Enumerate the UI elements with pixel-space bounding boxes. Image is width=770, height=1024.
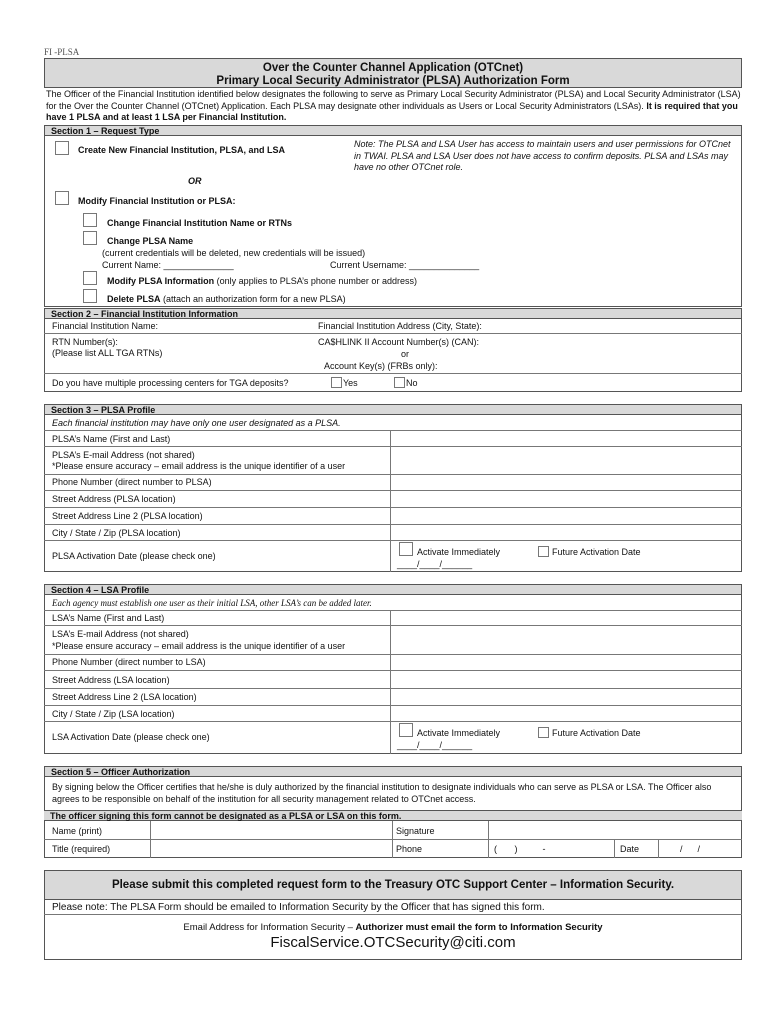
multiple-no-checkbox[interactable] <box>394 377 405 388</box>
delete-plsa-rest: (attach an authorization form for a new PLSA) <box>160 294 346 304</box>
section4-note: Each agency must establish one user as their initial LSA, other LSA’s can be added later. <box>52 598 372 608</box>
plsa-date-field[interactable]: ____/____/______ <box>397 559 473 569</box>
lsa-future-checkbox[interactable] <box>538 727 549 738</box>
change-fi-checkbox[interactable] <box>83 213 97 227</box>
section1-or: OR <box>188 176 202 186</box>
section2-or: or <box>401 349 410 359</box>
officer-name-label: Name (print) <box>52 826 103 836</box>
s4-row-line <box>44 721 742 722</box>
s3-row-line <box>44 540 742 541</box>
officer-date-field[interactable]: / / <box>680 844 701 854</box>
s4-row-line <box>44 705 742 706</box>
change-plsa-name-label: Change PLSA Name <box>107 236 194 246</box>
lsa-street-label: Street Address (LSA location) <box>52 675 170 685</box>
submit-heading: Please submit this completed request form to the Treasury OTC Support Center – Information Security. <box>44 870 742 900</box>
lsa-phone-label: Phone Number (direct number to LSA) <box>52 657 206 667</box>
modify-plsa-info-bold: Modify PLSA Information <box>107 276 215 286</box>
multiple-no-label: No <box>406 378 418 388</box>
officer-title-label: Title (required) <box>52 844 111 854</box>
submit-note: Please note: The PLSA Form should be emailed to Information Security by the Officer that has signed this form. <box>52 902 545 913</box>
s4-row-line <box>44 688 742 689</box>
plsa-street-label: Street Address (PLSA location) <box>52 494 176 504</box>
modify-plsa-info-label <box>107 276 417 287</box>
intro-requirement: It is required that you have 1 PLSA and at least 1 LSA per Financial Institution. <box>46 100 738 122</box>
security-email-link[interactable]: FiscalService.OTCSecurity@citi.com <box>270 934 516 951</box>
section3-note: Each financial institution may have only one user designated as a PLSA. <box>52 418 341 428</box>
rtn-note: (Please list ALL TGA RTNs) <box>52 348 163 358</box>
current-name-field[interactable]: Current Name: ______________ <box>102 260 234 270</box>
s4-row-line <box>44 625 742 626</box>
lsa-activation-label: LSA Activation Date (please check one) <box>52 732 210 742</box>
s4-column-divider <box>390 610 391 754</box>
section1-note: Note: The PLSA and LSA User has access to maintain users and user permissions for OTCnet in TWAI. PLSA and LSA User does not have access to confirm deposits. PLSA and LSAs may have no other OTCnet role. <box>354 139 731 172</box>
plsa-email-label: PLSA’s E-mail Address (not shared) <box>52 450 195 460</box>
plsa-future-checkbox[interactable] <box>538 546 549 557</box>
s3-row-line <box>44 524 742 525</box>
form-id: FI -PLSA <box>44 47 80 57</box>
s3-row-line <box>44 446 742 447</box>
email-label: Email Address for Information Security – <box>183 922 356 933</box>
section5-header: Section 5 – Officer Authorization <box>44 766 742 777</box>
lsa-future-label: Future Activation Date <box>552 728 641 738</box>
plsa-email-note: *Please ensure accuracy – email address is the unique identifier of a user <box>52 461 346 471</box>
lsa-email-note: *Please ensure accuracy – email address is the unique identifier of a user <box>52 641 346 651</box>
credentials-note: (current credentials will be deleted, new credentials will be issued) <box>102 248 366 258</box>
lsa-name-label: LSA’s Name (First and Last) <box>52 613 165 623</box>
s5-row-line <box>44 839 742 840</box>
section1-header: Section 1 – Request Type <box>44 125 742 136</box>
officer-warning: The officer signing this form cannot be designated as a PLSA or LSA on this form. <box>44 810 742 821</box>
section2-divider <box>44 333 742 334</box>
lsa-activate-now-checkbox[interactable] <box>399 723 413 737</box>
plsa-name-label: PLSA’s Name (First and Last) <box>52 434 171 444</box>
s3-row-line <box>44 490 742 491</box>
change-fi-label: Change Financial Institution Name or RTNs <box>107 218 293 228</box>
modify-plsa-info-rest: (only applies to PLSA’s phone number or address) <box>214 276 417 286</box>
email-instructions <box>44 922 742 933</box>
intro-text: The Officer of the Financial Institution identified below designates the following to serve as Primary Local Security Administrator (PLSA) and Local Security Administrator (LSA) for the Over the Counter Channel (OTCnet) Application. Each PLSA may designate other individuals as Users or Local Security Administrators (LSAs). <box>46 89 741 111</box>
lsa-activate-now-label: Activate Immediately <box>417 728 501 738</box>
form-title <box>44 58 742 88</box>
section4-header: Section 4 – LSA Profile <box>44 584 742 595</box>
s4-row-line <box>44 670 742 671</box>
s4-row-line <box>44 654 742 655</box>
create-new-checkbox[interactable] <box>55 141 69 155</box>
lsa-date-field[interactable]: ____/____/______ <box>397 740 473 750</box>
plsa-street2-label: Street Address Line 2 (PLSA location) <box>52 511 203 521</box>
lsa-email-label: LSA’s E-mail Address (not shared) <box>52 629 189 639</box>
plsa-activation-label: PLSA Activation Date (please check one) <box>52 551 216 561</box>
officer-date-label: Date <box>620 844 640 854</box>
current-username-field[interactable]: Current Username: ______________ <box>330 260 480 270</box>
plsa-activate-now-checkbox[interactable] <box>399 542 413 556</box>
lsa-city-label: City / State / Zip (LSA location) <box>52 709 175 719</box>
fi-name-label: Financial Institution Name: <box>52 321 159 331</box>
plsa-future-label: Future Activation Date <box>552 547 641 557</box>
form-title-line1: Over the Counter Channel Application (OTCnet) <box>262 62 524 74</box>
email-requirement: Authorizer must email the form to Information Security <box>355 922 603 933</box>
account-keys-label: Account Key(s) (FRBs only): <box>324 361 438 371</box>
multiple-yes-label: Yes <box>343 378 358 388</box>
s5-col-divider <box>658 840 659 858</box>
rtn-label: RTN Number(s): <box>52 337 118 347</box>
submit-divider <box>44 914 742 915</box>
change-plsa-name-checkbox[interactable] <box>83 231 97 245</box>
section5-text: By signing below the Officer certifies that he/she is duly authorized by the financial institution to designate individuals who can serve as PLSA or LSA. The Officer also agrees to be responsible on behalf of the institution for all security management related to OTCnet access. <box>52 782 712 804</box>
officer-signature-label: Signature <box>396 826 435 836</box>
form-title-line2: Primary Local Security Administrator (PLSA) Authorization Form <box>216 75 570 87</box>
create-new-label: Create New Financial Institution, PLSA, and LSA <box>78 145 286 155</box>
officer-phone-label: Phone <box>396 844 423 854</box>
fi-address-label: Financial Institution Address (City, State): <box>318 321 482 331</box>
s3-column-divider <box>390 430 391 572</box>
s4-row-line <box>44 610 742 611</box>
delete-plsa-label <box>107 294 346 305</box>
plsa-city-label: City / State / Zip (PLSA location) <box>52 528 181 538</box>
s3-row-line <box>44 474 742 475</box>
plsa-activate-now-label: Activate Immediately <box>417 547 501 557</box>
plsa-phone-label: Phone Number (direct number to PLSA) <box>52 477 212 487</box>
officer-name-field[interactable] <box>152 823 390 838</box>
section3-header: Section 3 – PLSA Profile <box>44 404 742 415</box>
multiple-centers-question: Do you have multiple processing centers for TGA deposits? <box>52 378 289 388</box>
section2-divider-2 <box>44 373 742 374</box>
officer-title-field[interactable] <box>152 841 390 857</box>
can-label: CA$HLINK II Account Number(s) (CAN): <box>318 337 480 347</box>
multiple-yes-checkbox[interactable] <box>331 377 342 388</box>
s3-row-line <box>44 430 742 431</box>
section2-header: Section 2 – Financial Institution Information <box>44 308 742 319</box>
officer-signature-field[interactable] <box>490 823 740 838</box>
delete-plsa-bold: Delete PLSA <box>107 294 161 304</box>
s5-col-divider <box>614 840 615 858</box>
s3-row-line <box>44 507 742 508</box>
delete-plsa-checkbox[interactable] <box>83 289 97 303</box>
intro-paragraph <box>46 89 742 124</box>
modify-checkbox[interactable] <box>55 191 69 205</box>
lsa-street2-label: Street Address Line 2 (LSA location) <box>52 692 197 702</box>
modify-plsa-info-checkbox[interactable] <box>83 271 97 285</box>
modify-label: Modify Financial Institution or PLSA: <box>78 196 236 206</box>
officer-phone-field[interactable]: ( ) - <box>494 844 546 854</box>
